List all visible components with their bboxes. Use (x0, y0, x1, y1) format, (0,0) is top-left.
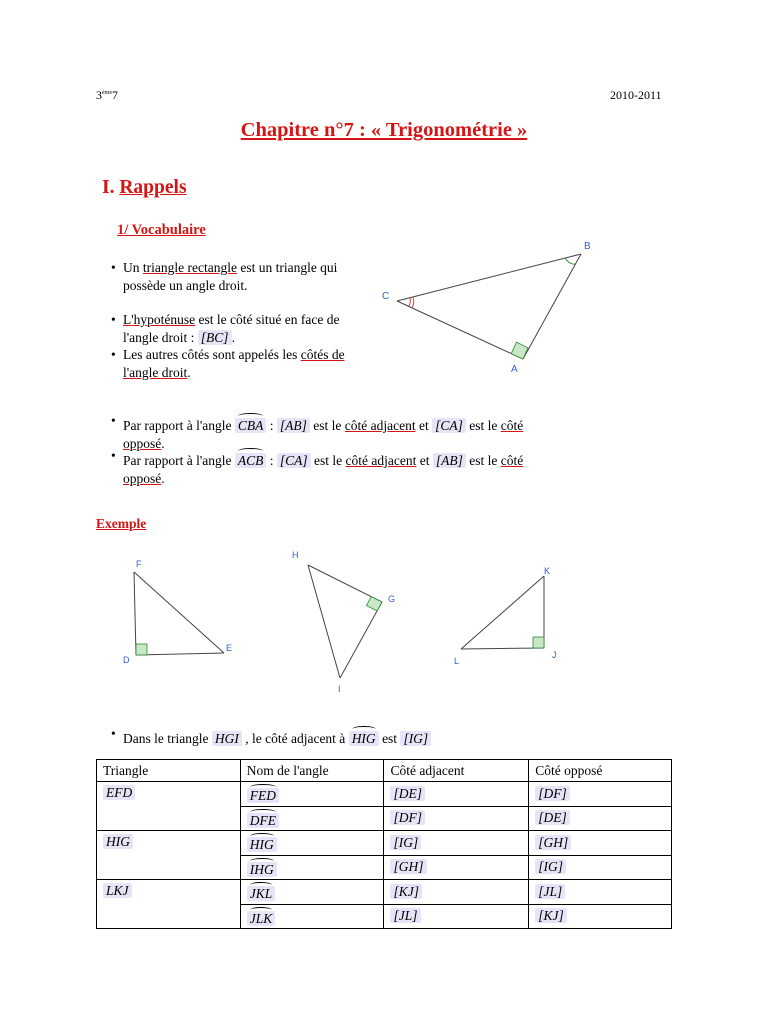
side-ba (523, 254, 581, 359)
triangle-fde (123, 559, 232, 665)
svg-text:J: J (552, 650, 557, 660)
bullet-definition-right-triangle: • Un triangle rectangle est un triangle qui possède un angle droit. (111, 260, 338, 293)
table-row (97, 831, 672, 856)
bullet-angle-acb: • Par rapport à l'angle ACB : [CA] est le côté adjacent et [AB] est le côté opposé. (111, 448, 524, 486)
triangle-lkj (454, 566, 557, 666)
adjacent-side: [IG] (390, 835, 421, 850)
page-title: Chapitre n°7 : « Trigonométrie » (240, 119, 528, 141)
subsection-heading: 1/ Vocabulaire (117, 222, 206, 238)
table-row (97, 880, 672, 905)
opposite-side: [KJ] (535, 908, 567, 923)
svg-text:D: D (123, 655, 130, 665)
adjacent-side: [GH] (390, 859, 426, 874)
vertex-label-c: C (382, 291, 390, 302)
example-heading: Exemple (96, 516, 147, 531)
opposite-side: [GH] (535, 835, 571, 850)
svg-text:L: L (454, 656, 460, 666)
bullet-definition-legs: • Les autres côtés sont appelés les côtés de l'angle droit. (111, 347, 345, 380)
trigonometry-table (96, 759, 672, 929)
angle-name: FED (250, 783, 276, 804)
svg-text:G: G (388, 594, 396, 604)
right-angle-marker-g (366, 597, 382, 611)
right-angle-marker-j (533, 637, 544, 648)
section-heading: I. Rappels (102, 177, 187, 198)
side-cb (397, 254, 581, 301)
table-header: Côté opposé (529, 760, 672, 782)
adjacent-side: [DE] (390, 786, 425, 801)
opposite-side: [DE] (535, 810, 570, 825)
adjacent-side: [DF] (390, 810, 425, 825)
opposite-side: [IG] (535, 859, 566, 874)
right-angle-marker-d (136, 644, 147, 655)
table-header-row (97, 760, 672, 782)
bullet-definition-hypotenuse: • L'hypoténuse est le côté situé en face de l'angle droit : [BC] . (111, 312, 340, 345)
angle-name: JKL (250, 881, 273, 902)
bullet-angle-cba: • Par rapport à l'angle CBA : [AB] est le côté adjacent et [CA] est le côté opposé. (111, 413, 524, 451)
svg-text:K: K (544, 566, 551, 576)
table-row (97, 782, 672, 807)
angle-arc-c (412, 297, 414, 308)
svg-text:F: F (136, 559, 142, 569)
table-header: Triangle (97, 760, 241, 782)
triangle-hgi (292, 550, 395, 694)
opposite-side: [DF] (535, 786, 570, 801)
main-triangle-figure (360, 225, 600, 385)
example-sentence: • Dans le triangle HGI , le côté adjacent à HIG est [IG] (123, 725, 643, 748)
angle-name: JLK (250, 906, 273, 927)
angle-arc-b (565, 258, 575, 264)
school-year: 2010-2011 (610, 88, 662, 102)
vertex-label-a: A (511, 364, 518, 375)
table-header: Côté adjacent (384, 760, 529, 782)
opposite-side: [JL] (535, 884, 565, 899)
triangle-name: HIG (103, 834, 133, 849)
svg-text:H: H (292, 550, 299, 560)
svg-text:E: E (226, 643, 233, 653)
angle-name: HIG (250, 832, 274, 853)
angle-name: IHG (250, 857, 274, 878)
table-header: Nom de l'angle (240, 760, 384, 782)
triangle-name: LKJ (103, 883, 132, 898)
class-label: 3ème7 (96, 88, 118, 102)
vertex-label-b: B (584, 241, 591, 252)
triangle-name: EFD (103, 785, 135, 800)
angle-name: DFE (250, 808, 276, 829)
adjacent-side: [KJ] (390, 884, 422, 899)
side-ca (397, 301, 523, 359)
example-triangles-figure (120, 545, 570, 695)
right-angle-marker (511, 342, 528, 359)
adjacent-side: [JL] (390, 908, 420, 923)
svg-text:I: I (338, 684, 341, 694)
